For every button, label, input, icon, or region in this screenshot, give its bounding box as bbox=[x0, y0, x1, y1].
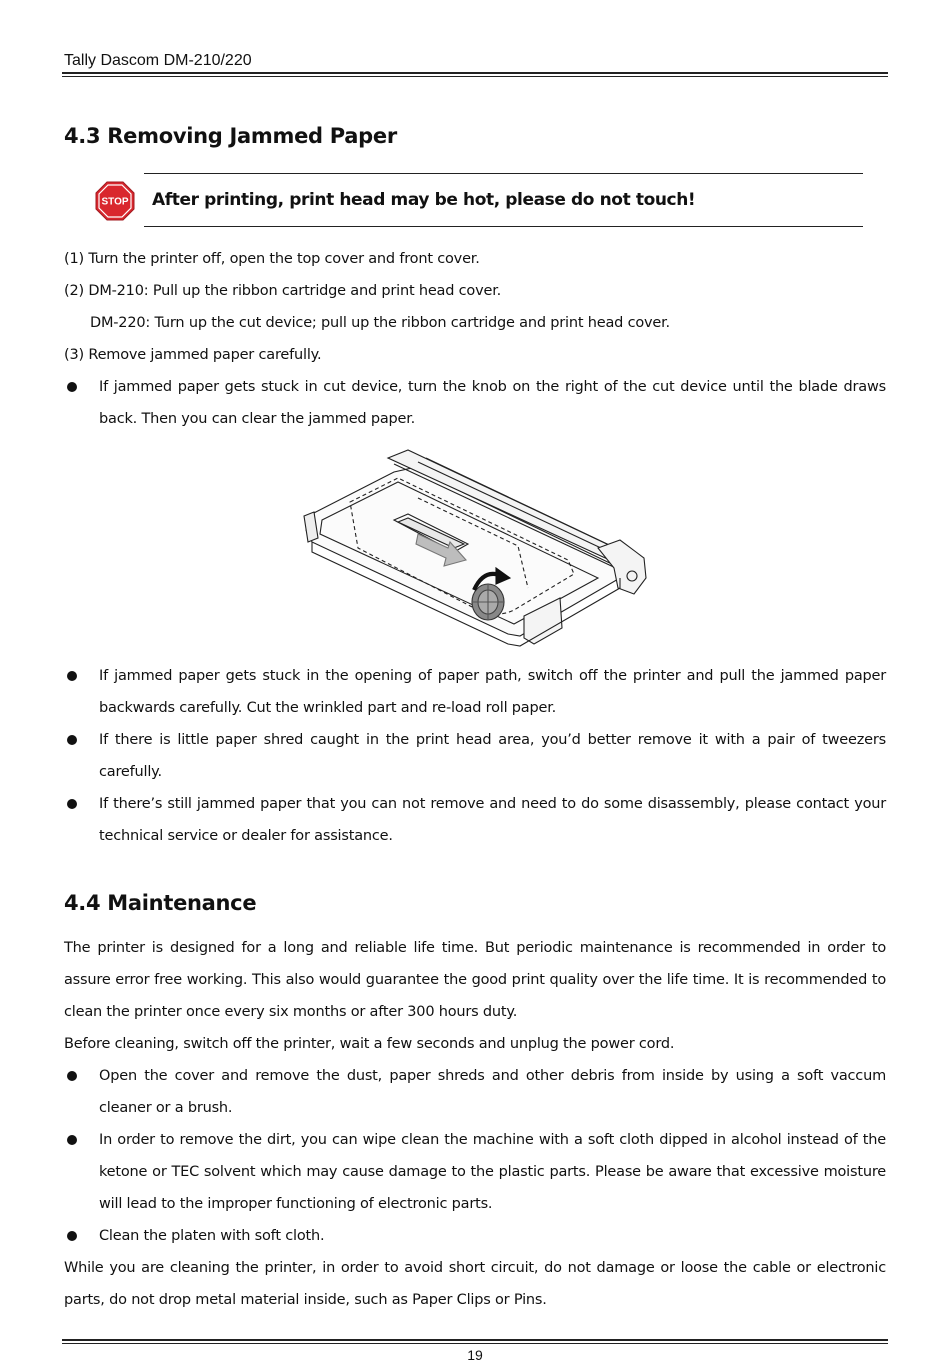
maintenance-intro: The printer is designed for a long and reliable life time. But periodic maintenance is recommended in order to assure error free working. This also would guarantee the good print quality over the life time. It is recommended to clean the printer once every six months or after 300 hours duty. bbox=[64, 940, 886, 1020]
step-2-dm220: DM-220: Turn up the cut device; pull up the ribbon cartridge and print head cover. bbox=[90, 315, 670, 331]
bullet-icon bbox=[67, 382, 77, 392]
section-4-4-title: 4.4 Maintenance bbox=[64, 891, 257, 915]
list-item bbox=[64, 660, 886, 724]
list-item bbox=[64, 371, 886, 435]
list-item-text: If there’s still jammed paper that you can not remove and need to do some disassembly, please contact your technical service or dealer for assistance. bbox=[99, 796, 886, 844]
stop-label: STOP bbox=[101, 196, 129, 208]
list-item-text: Open the cover and remove the dust, paper shreds and other debris from inside by using a soft vaccum cleaner or a brush. bbox=[99, 1068, 886, 1116]
list-item-text: If there is little paper shred caught in the print head area, you’d better remove it with a pair of tweezers carefully. bbox=[99, 732, 886, 780]
list-item bbox=[64, 1220, 886, 1252]
footer-rule bbox=[62, 1339, 888, 1344]
warning-top-rule bbox=[144, 173, 863, 174]
header-title: Tally Dascom DM-210/220 bbox=[64, 52, 252, 69]
list-item bbox=[64, 788, 886, 852]
bullet-icon bbox=[67, 799, 77, 809]
stop-sign-icon bbox=[95, 181, 135, 221]
closing-paragraph: While you are cleaning the printer, in order to avoid short circuit, do not damage or loose the cable or electronic parts, do not drop metal material inside, such as Paper Clips or Pins. bbox=[64, 1260, 886, 1308]
bullet-icon bbox=[67, 735, 77, 745]
list-item-text: If jammed paper gets stuck in the opening of paper path, switch off the printer and pull the jammed paper backwards carefully. Cut the wrinkled part and re-load roll paper. bbox=[99, 668, 886, 716]
bullet-icon bbox=[67, 671, 77, 681]
cut-device-illustration bbox=[298, 438, 650, 658]
step-2: (2) DM-210: Pull up the ribbon cartridge and print head cover. bbox=[64, 283, 502, 299]
step-1: (1) Turn the printer off, open the top cover and front cover. bbox=[64, 251, 480, 267]
page-number: 19 bbox=[467, 1347, 483, 1363]
section-4-3-title: 4.3 Removing Jammed Paper bbox=[64, 124, 397, 148]
list-item bbox=[64, 1124, 886, 1220]
bullet-icon bbox=[67, 1231, 77, 1241]
warning-text: After printing, print head may be hot, please do not touch! bbox=[152, 190, 696, 210]
warning-bottom-rule bbox=[144, 226, 863, 227]
list-item bbox=[64, 1060, 886, 1124]
step-3: (3) Remove jammed paper carefully. bbox=[64, 347, 322, 363]
list-item bbox=[64, 724, 886, 788]
list-item-text: In order to remove the dirt, you can wipe clean the machine with a soft cloth dipped in alcohol instead of the ketone or TEC solvent which may cause damage to the plastic parts. Please be aware that excessive moisture will lead to the improper functioning of electronic parts. bbox=[99, 1132, 886, 1212]
list-item-text: Clean the platen with soft cloth. bbox=[99, 1228, 325, 1244]
before-cleaning: Before cleaning, switch off the printer, wait a few seconds and unplug the power cord. bbox=[64, 1036, 675, 1052]
bullet-icon bbox=[67, 1135, 77, 1145]
bullet-icon bbox=[67, 1071, 77, 1081]
header-rule bbox=[62, 72, 888, 77]
list-item-text: If jammed paper gets stuck in cut device, turn the knob on the right of the cut device until the blade draws back. Then you can clear the jammed paper. bbox=[99, 379, 886, 427]
